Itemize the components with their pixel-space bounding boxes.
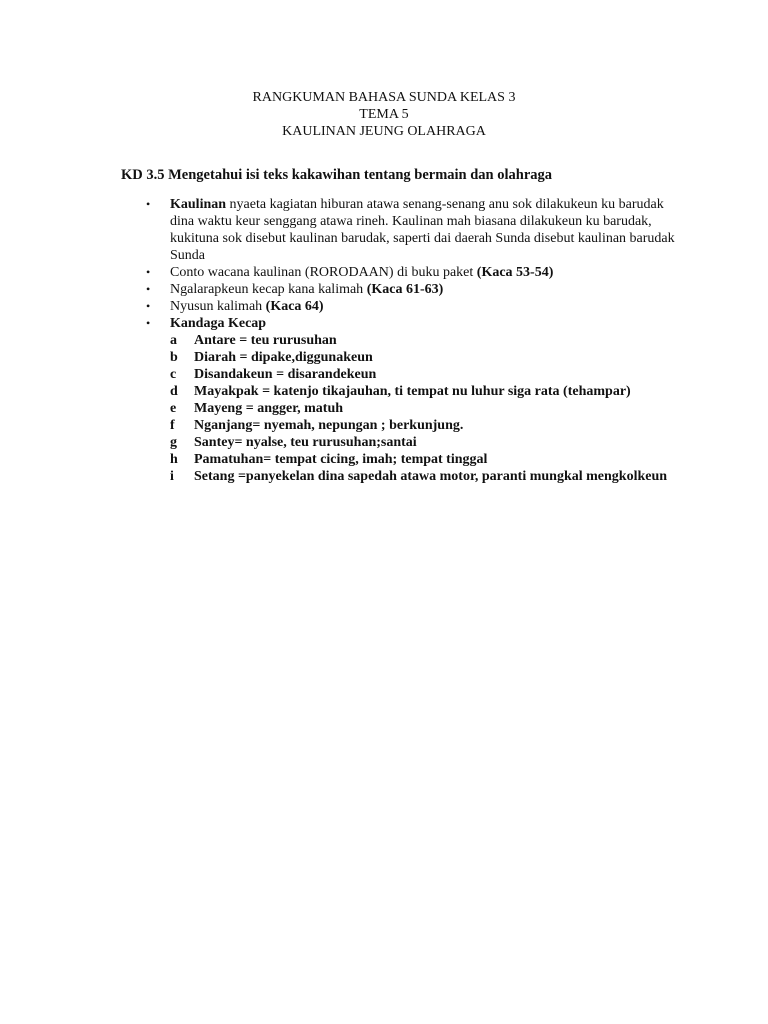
bullet-text: Ngalarapkeun kecap kana kalimah — [170, 282, 367, 297]
title-line-3: KAULINAN JEUNG OLAHRAGA — [282, 124, 486, 139]
title-line-2: TEMA 5 — [359, 107, 409, 122]
title-line-1: RANGKUMAN BAHASA SUNDA KELAS 3 — [252, 90, 516, 105]
list-item-text: Nganjang= nyemah, nepungan ; berkunjung. — [194, 418, 464, 433]
bullet-icon: • — [146, 316, 151, 330]
list-item — [170, 417, 686, 434]
bullet-text: nyaeta kagiatan hiburan atawa senang-senang anu sok dilakukeun ku barudak dina waktu keur senggang atawa rineh. Kaulinan mah biasana dilakukeun ku barudak, kukituna sok disebut kaulinan barudak, saperti dai daerah Sunda disebut kaulinan barudak Sunda — [170, 197, 675, 263]
list-item — [170, 400, 686, 417]
bullet-icon: • — [146, 197, 151, 211]
bullet-bold-text: (Kaca 61-63) — [366, 282, 444, 297]
list-item — [170, 468, 686, 485]
list-item-text: Disandakeun = disarandekeun — [194, 367, 377, 382]
kd-heading: KD 3.5 Mengetahui isi teks kakawihan tentang bermain dan olahraga — [121, 167, 553, 183]
list-item-text: Santey= nyalse, teu rurusuhan;santai — [194, 435, 417, 450]
list-letter: c — [170, 367, 177, 382]
list-item-text: Pamatuhan= tempat cicing, imah; tempat tinggal — [194, 452, 488, 467]
list-letter: f — [170, 418, 175, 433]
list-item-text: Antare = teu rurusuhan — [194, 333, 337, 348]
list-item-text: Mayeng = angger, matuh — [194, 401, 344, 416]
bullet-bold-text: Kandaga Kecap — [170, 316, 267, 331]
list-letter: h — [170, 452, 178, 467]
list-item — [170, 451, 686, 468]
bullet-icon: • — [146, 299, 151, 313]
bullet-bold-text: Kaulinan — [170, 197, 227, 212]
bullet-text: Conto wacana kaulinan (RORODAAN) di buku paket — [170, 265, 477, 280]
bullet-item-conto-wacana — [146, 264, 686, 281]
list-letter: d — [170, 384, 178, 399]
bullet-bold-text: (Kaca 53-54) — [476, 265, 554, 280]
bullet-icon: • — [146, 282, 151, 296]
bullet-item-kandaga-kecap — [146, 315, 686, 485]
bullet-item-kaulinan — [146, 196, 686, 264]
list-letter: i — [170, 469, 174, 484]
bullet-text: Nyusun kalimah — [170, 299, 266, 314]
kandaga-list — [170, 332, 686, 485]
bullet-bold-text: (Kaca 64) — [265, 299, 324, 314]
list-item — [170, 383, 686, 400]
list-letter: a — [170, 333, 177, 348]
list-item — [170, 366, 686, 383]
list-letter: e — [170, 401, 177, 416]
bullet-list — [146, 196, 686, 485]
list-item-text: Diarah = dipake,diggunakeun — [194, 350, 373, 365]
list-item-text: Setang =panyekelan dina sapedah atawa motor, paranti mungkal mengkolkeun — [194, 469, 668, 484]
document-title — [0, 89, 768, 140]
list-item — [170, 434, 686, 451]
bullet-item-nyusun — [146, 298, 686, 315]
list-letter: g — [170, 435, 177, 450]
list-letter: b — [170, 350, 178, 365]
list-item — [170, 349, 686, 366]
list-item — [170, 332, 686, 349]
bullet-icon: • — [146, 265, 151, 279]
list-item-text: Mayakpak = katenjo tikajauhan, ti tempat nu luhur siga rata (tehampar) — [194, 384, 631, 399]
bullet-item-ngalarapkeun — [146, 281, 686, 298]
